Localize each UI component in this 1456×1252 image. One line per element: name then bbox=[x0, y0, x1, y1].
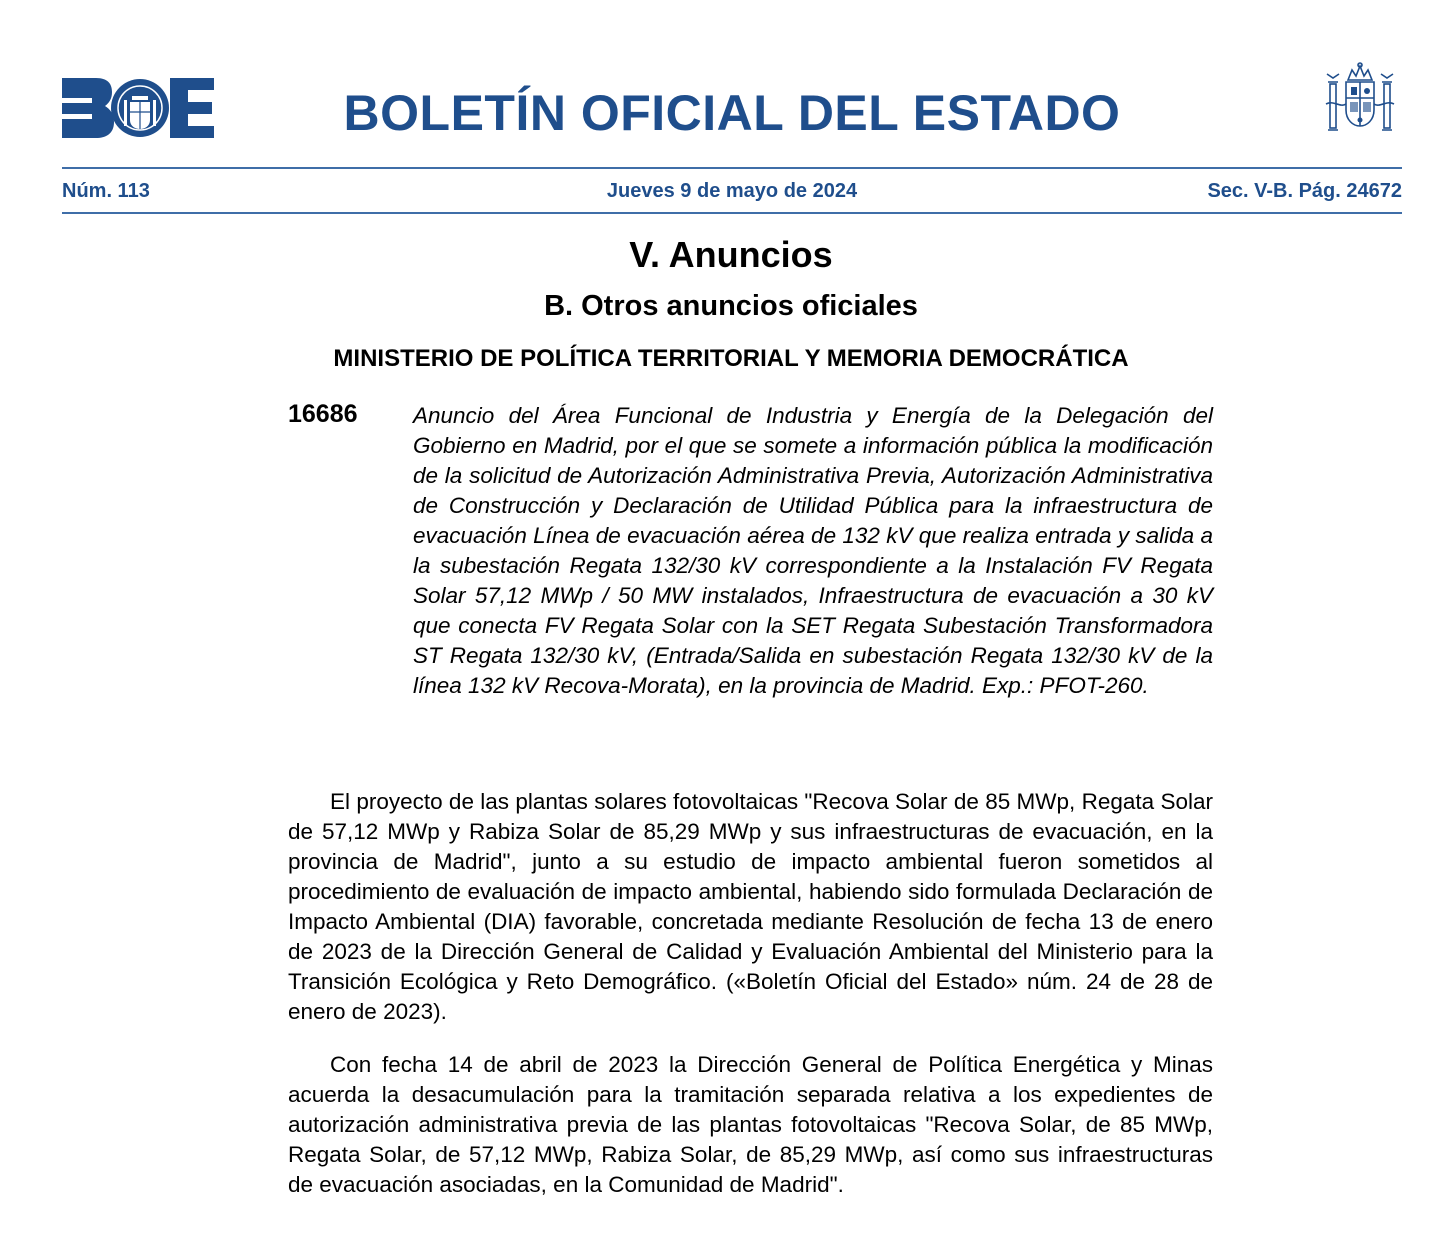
issue-date: Jueves 9 de mayo de 2024 bbox=[606, 180, 858, 202]
body-paragraph: Con fecha 14 de abril de 2023 la Dirección General de Política Energética y Minas acuerda la desacumulación para la tramitación separada relativa a los expedientes de autorización administrativa previa de las plantas fotovoltaicas "Recova Solar, de 85 MWp, Regata Solar, de 57,12 MWp, Rabiza Solar, de 85,29 MWp, así como sus infraestructuras de evacuación asociadas, en la Comunidad de Madrid". bbox=[288, 1052, 1213, 1197]
coat-of-arms-icon bbox=[1322, 62, 1398, 142]
header-title: BOLETÍN OFICIAL DEL ESTADO bbox=[343, 85, 1121, 141]
section-page: Sec. V-B. Pág. 24672 bbox=[1207, 180, 1402, 202]
issue-meta-row bbox=[62, 180, 1402, 204]
body-paragraph: El proyecto de las plantas solares fotovoltaicas "Recova Solar de 85 MWp, Regata Solar de 57,12 MWp y Rabiza Solar de 85,29 MWp y sus infraestructuras de evacuación, en la provincia de Madrid", junto a su estudio de impacto ambiental fueron sometidos al procedimiento de evaluación de impacto ambiental, habiendo sido formulada Declaración de Impacto Ambiental (DIA) favorable, concretada mediante Resolución de fecha 13 de enero de 2023 de la Dirección General de Calidad y Evaluación Ambiental del Ministerio para la Transición Ecológica y Reto Demográfico. («Boletín Oficial del Estado» núm. 24 de 28 de enero de 2023). bbox=[288, 789, 1213, 1024]
header-rule-top bbox=[62, 167, 1402, 169]
header-rule-bottom bbox=[62, 212, 1402, 214]
section-title: V. Anuncios bbox=[629, 234, 833, 275]
subsection-title: B. Otros anuncios oficiales bbox=[544, 290, 918, 322]
ministry-heading: MINISTERIO DE POLÍTICA TERRITORIAL Y MEMORIA DEMOCRÁTICA bbox=[333, 345, 1129, 372]
issue-number: Núm. 113 bbox=[62, 180, 150, 202]
announcement-title: Anuncio del Área Funcional de Industria y Energía de la Delegación del Gobierno en Madrid, por el que se somete a información pública la modificación de la solicitud de Autorización Administrativa Previa, Autorización Administrativa de Construcción y Declaración de Utilidad Pública para la infraestructura de evacuación Línea de evacuación aérea de 132 kV que realiza entrada y salida a la subestación Regata 132/30 kV correspondiente a la Instalación FV Regata Solar 57,12 MWp / 50 MW instalados, Infraestructura de evacuación a 30 kV que conecta FV Regata Solar con la SET Regata Subestación Transformadora ST Regata 132/30 kV, (Entrada/Salida en subestación Regata 132/30 kV de la línea 132 kV Recova-Morata), en la provincia de Madrid. Exp.: PFOT-260. bbox=[413, 403, 1213, 698]
announcement-number: 16686 bbox=[288, 400, 358, 428]
boe-logo bbox=[62, 78, 214, 138]
